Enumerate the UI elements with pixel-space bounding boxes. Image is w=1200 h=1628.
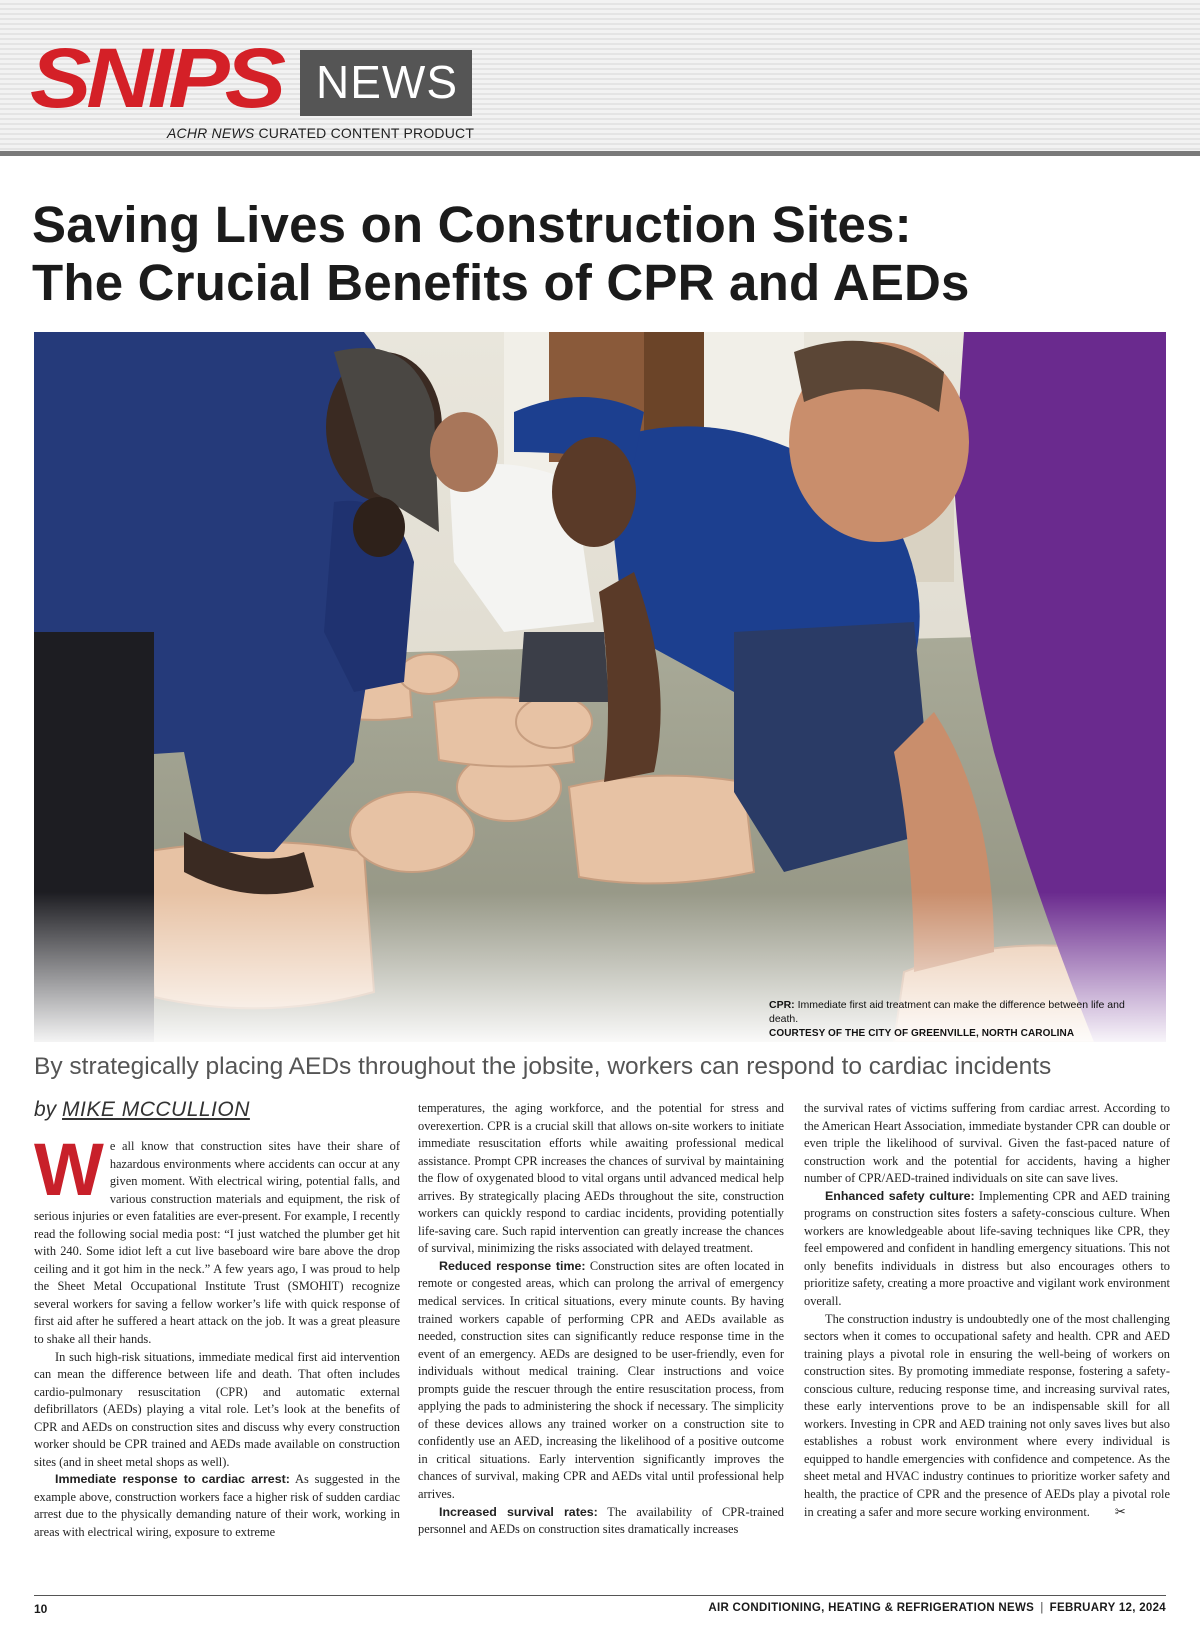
survival-rates-text: The availability of CPR-trained personnel and AEDs on construction sites dramatically increases: [418, 1504, 784, 1537]
article-deck: By strategically placing AEDs throughout the jobsite, workers can respond to cardiac incidents: [34, 1053, 1052, 1080]
headline-line-1: Saving Lives on Construction Sites:: [32, 196, 912, 253]
snips-scissors-icon: ✂: [1114, 1504, 1126, 1520]
photo-caption: [769, 998, 1149, 1041]
author-name[interactable]: MIKE MCCULLION: [62, 1098, 250, 1121]
tagline-brand: ACHR NEWS: [167, 125, 255, 141]
masthead-tagline: [167, 125, 474, 141]
subhead-survival-rates: Increased survival rates:: [439, 1504, 598, 1519]
article-column-1: [34, 1138, 400, 1584]
caption-lead: CPR:: [769, 999, 795, 1011]
paragraph-safety-culture: [804, 1188, 1170, 1311]
paragraph-continued: temperatures, the aging workforce, and the potential for stress and overexertion. CPR is a crucial skill that allows on-site workers to initiate immediate resuscitation efforts while awaiting professional medical assistance. Prompt CPR increases the chances of survival by maintaining the flow of oxygenated blood to vital organs until advanced medical help arrives. By strategically placing AEDs throughout the site, construction workers can quickly respond to cardiac incidents, providing potentially life-saving care. Such rapid intervention can greatly increase the chances of survival, minimizing the risks associated with delayed treatment.: [418, 1101, 784, 1256]
subhead-response-time: Reduced response time:: [439, 1258, 586, 1273]
drop-cap: W: [34, 1138, 104, 1211]
subhead-safety-culture: Enhanced safety culture:: [825, 1188, 975, 1203]
headline-line-2: The Crucial Benefits of CPR and AEDs: [32, 254, 970, 311]
conclusion-text: The construction industry is undoubtedly one of the most challenging sectors when it comes to occupational safety and health. CPR and AED training plays a pivotal role in ensuring the well-being of workers on construction sites. By promoting immediate response, fostering a safety-conscious culture, reducing response time, and increasing survival rates, these early interventions prove to be an indispensable skill for all workers. Investing in CPR and AED training not only saves lives but also establishes a robust work environment where every individual is equipped to handle emergencies with confidence and competence. As the sheet metal and HVAC industry continues to prioritize worker safety and health, the practice of CPR and the presence of AEDs play a pivotal role in creating a safer and more secure working environment.: [804, 1311, 1170, 1519]
paragraph-conclusion: [804, 1311, 1170, 1522]
issue-date: FEBRUARY 12, 2024: [1049, 1602, 1166, 1614]
response-time-text: Construction sites are often located in remote or congested areas, which can prolong the arrival of emergency medical services. In critical situations, every minute counts. By having trained workers capable of performing CPR and AEDs available as needed, construction sites can significantly reduce response time in the event of an emergency. AEDs are designed to be user-friendly, even for individuals without medical training. Clear instructions and voice prompts guide the rescuer through the entire resuscitation process, from applying the pads to administering the shock if necessary. The simplicity of these devices allows any trained worker on a construction site to confidently use an AED, increasing the likelihood of a positive outcome in critical situations. Early intervention significantly improves the chances of survival, making CPR and AEDs vital until professional help arrives.: [418, 1258, 784, 1502]
article-column-2: [418, 1100, 784, 1582]
caption-text: Immediate first aid treatment can make the difference between life and death.: [769, 999, 1125, 1025]
cpr-photo-illustration: [34, 332, 1166, 1042]
subhead-immediate-response: Immediate response to cardiac arrest:: [55, 1472, 290, 1487]
tagline-text: CURATED CONTENT PRODUCT: [258, 125, 475, 141]
page-number: 10: [34, 1602, 48, 1616]
cpr-training-photo: [34, 332, 1166, 1042]
paragraph-first-aid: In such high-risk situations, immediate medical first aid intervention can mean the difference between life and death. That often includes cardio-pulmonary resuscitation (CPR) and automatic external defibrillators (AEDs) playing a vital role. Let’s look at the benefits of CPR and AEDs on construction sites and discuss why every construction worker should be CPR trained and AEDs made available on construction sites (and in sheet metal shops as well).: [34, 1349, 400, 1469]
byline: [34, 1098, 250, 1122]
safety-culture-text: Implementing CPR and AED training programs on construction sites fosters a safety-conscious culture. When workers are knowledgeable about life-saving techniques like CPR, they feel empowered and confident in handling emergency situations. This not only benefits individuals in distress but also encourages others to prioritize safety, creating a more proactive and vigilant work environment overall.: [804, 1188, 1170, 1309]
snips-logo: SNIPS: [30, 31, 282, 126]
paragraph-survival-rates: [418, 1504, 784, 1539]
immediate-response-text: As suggested in the example above, construction workers face a higher risk of sudden cardiac arrest due to the physically demanding nature of their work, working in areas with electrical wiring, exposure to extreme: [34, 1472, 400, 1540]
footer-separator: |: [1040, 1602, 1044, 1614]
footer-rule: [34, 1595, 1166, 1596]
news-logo-text: NEWS: [316, 56, 458, 108]
paragraph-response-time: [418, 1258, 784, 1504]
publication-footer: [708, 1602, 1166, 1614]
article-column-3: [804, 1100, 1170, 1582]
article-headline: [32, 196, 1182, 312]
paragraph-immediate-response: [34, 1471, 400, 1541]
masthead: [0, 0, 1200, 156]
photo-credit: COURTESY OF THE CITY OF GREENVILLE, NORTH CAROLINA: [769, 1028, 1075, 1039]
paragraph-intro: [34, 1138, 400, 1349]
paragraph-survival-continued: the survival rates of victims suffering from cardiac arrest. According to the American Heart Association, immediate bystander CPR can double or even triple the likelihood of survival. Given the fast-paced nature of construction work and the potential for accidents, having a higher number of CPR/AED-trained individuals on site can save lives.: [804, 1101, 1170, 1186]
byline-prefix: by: [34, 1098, 57, 1121]
news-logo-box: [300, 50, 472, 116]
intro-text: e all know that construction sites have their share of hazardous environments where accidents can occur at any given moment. With electrical wiring, potential falls, and various construction materials and equipment, the risk of serious injuries or even fatalities are ever-present. For example, I recently read the following social media post: “I just watched the plumber get hit with 240. Some idiot left a cut live baseboard wire bare above the drop ceiling and it got him in the neck.” A few years ago, I was proud to help the Sheet Metal Occupational Institute Trust (SMOHIT) recognize several workers for saving a fellow worker’s life with quick response of first aid after he suffered a heart attack on the job. It was a great pleasure to shake all their hands.: [34, 1139, 400, 1347]
publication-name: AIR CONDITIONING, HEATING & REFRIGERATION NEWS: [708, 1602, 1035, 1614]
